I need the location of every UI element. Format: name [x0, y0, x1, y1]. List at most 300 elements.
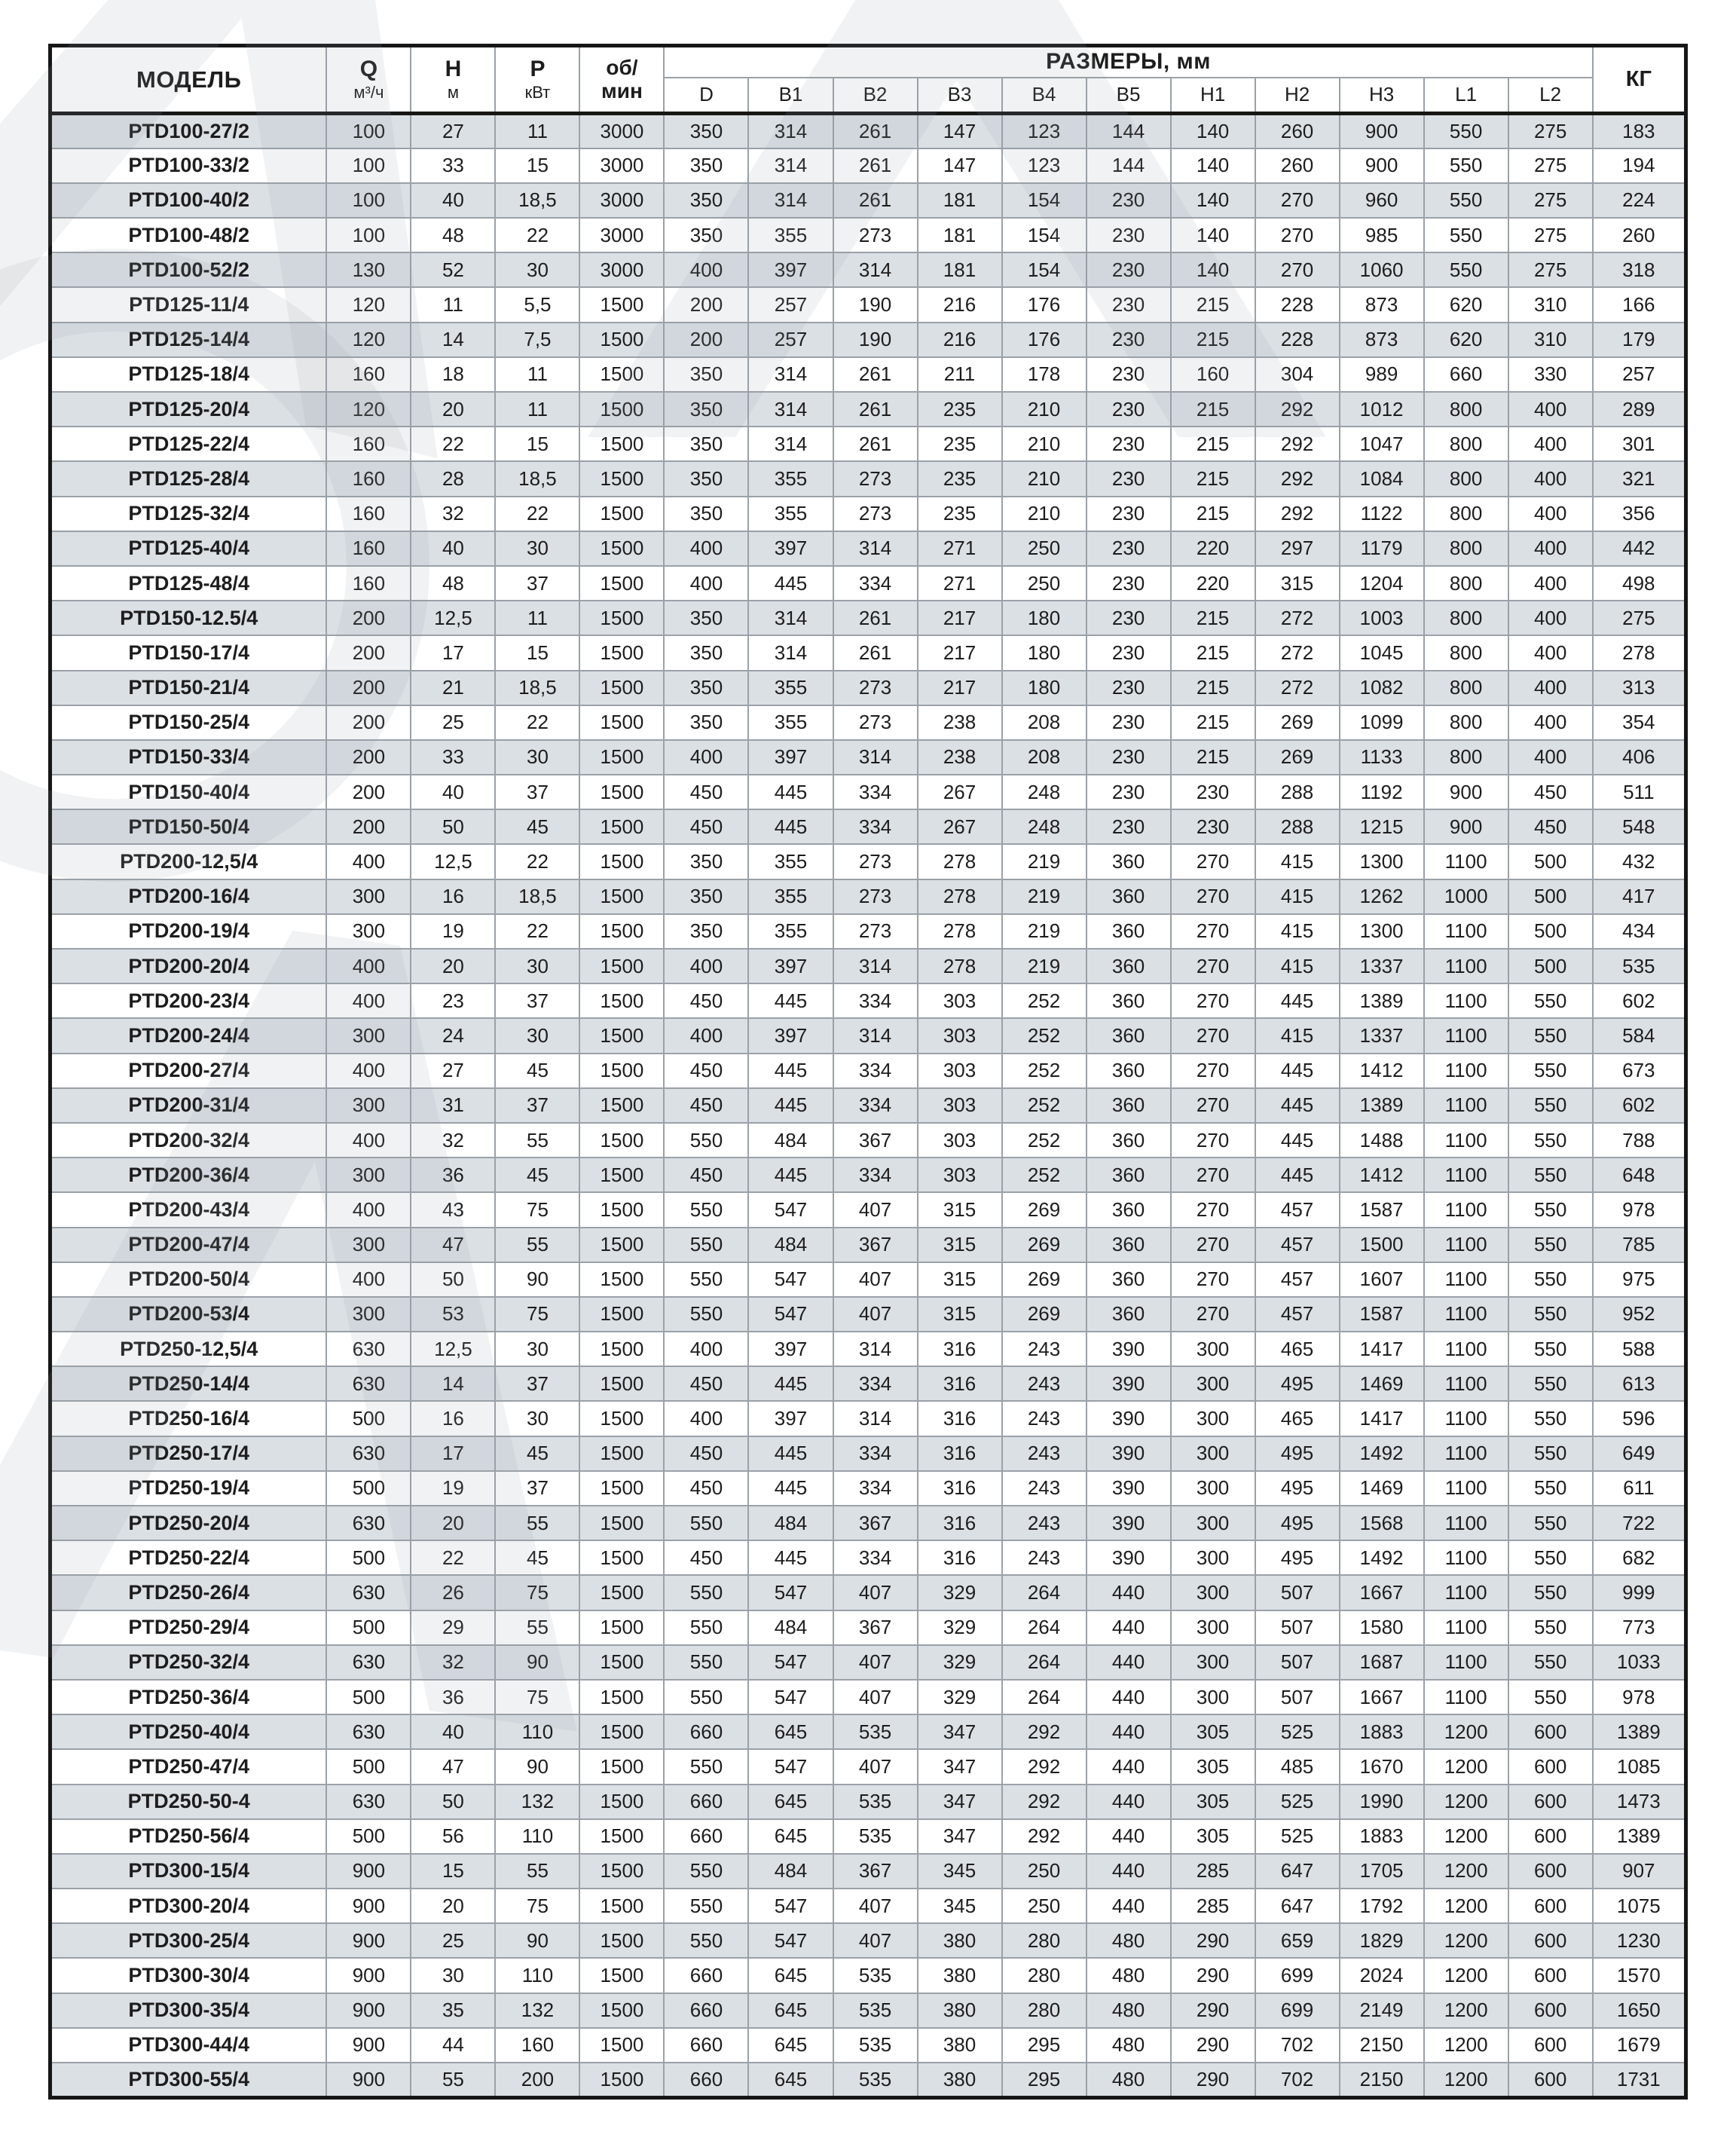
value-cell: 347 [918, 1819, 1002, 1854]
value-cell: 123 [1002, 114, 1087, 148]
value-cell: 547 [748, 1645, 833, 1680]
value-cell: 450 [664, 1054, 748, 1088]
value-cell: 140 [1171, 148, 1255, 183]
value-cell: 252 [1002, 1018, 1087, 1053]
value-cell: 350 [664, 461, 748, 496]
value-cell: 314 [833, 252, 918, 287]
value-cell: 33 [411, 740, 495, 775]
value-cell: 180 [1002, 601, 1087, 635]
value-cell: 550 [1508, 1228, 1593, 1262]
value-cell: 220 [1171, 566, 1255, 601]
value-cell: 1300 [1340, 914, 1424, 949]
value-cell: 1100 [1424, 1262, 1508, 1297]
value-cell: 269 [1255, 740, 1340, 775]
value-cell: 1500 [579, 844, 664, 879]
value-cell: 216 [918, 323, 1002, 357]
model-cell: PTD125-48/4 [50, 566, 327, 601]
value-cell: 360 [1087, 1297, 1171, 1332]
value-cell: 37 [495, 1366, 579, 1401]
value-cell: 110 [495, 1714, 579, 1749]
table-row [50, 357, 1686, 392]
value-cell: 215 [1171, 635, 1255, 670]
value-cell: 14 [411, 1366, 495, 1401]
value-cell: 500 [326, 1819, 411, 1854]
value-cell: 120 [326, 323, 411, 357]
value-cell: 440 [1087, 1819, 1171, 1854]
value-cell: 2150 [1340, 2028, 1424, 2063]
value-cell: 550 [1508, 1054, 1593, 1088]
value-cell: 285 [1171, 1889, 1255, 1923]
value-cell: 288 [1255, 775, 1340, 809]
value-cell: 550 [1508, 1332, 1593, 1366]
value-cell: 100 [326, 218, 411, 252]
value-cell: 5,5 [495, 287, 579, 322]
value-cell: 1500 [579, 566, 664, 601]
value-cell: 290 [1171, 2028, 1255, 2063]
value-cell: 1100 [1424, 1401, 1508, 1436]
value-cell: 630 [326, 1506, 411, 1540]
table-row [50, 218, 1686, 252]
value-cell: 415 [1255, 914, 1340, 949]
value-cell: 480 [1087, 2063, 1171, 2097]
value-cell: 600 [1508, 1785, 1593, 1819]
value-cell: 250 [1002, 531, 1087, 566]
value-cell: 270 [1171, 1192, 1255, 1227]
table-row [50, 323, 1686, 357]
value-cell: 445 [748, 1088, 833, 1123]
value-cell: 273 [833, 844, 918, 879]
value-cell: 360 [1087, 949, 1171, 983]
model-cell: PTD250-12,5/4 [50, 1332, 327, 1366]
value-cell: 275 [1508, 183, 1593, 218]
value-cell: 235 [918, 497, 1002, 531]
value-cell: 350 [664, 148, 748, 183]
value-cell: 400 [664, 949, 748, 983]
value-cell: 600 [1508, 1993, 1593, 2028]
value-cell: 407 [833, 1297, 918, 1332]
value-cell: 1230 [1593, 1923, 1686, 1958]
model-cell: PTD125-18/4 [50, 357, 327, 392]
value-cell: 785 [1593, 1228, 1686, 1262]
value-cell: 230 [1087, 671, 1171, 705]
value-cell: 18,5 [495, 183, 579, 218]
value-cell: 310 [1508, 287, 1593, 322]
value-cell: 450 [1508, 775, 1593, 809]
value-cell: 360 [1087, 983, 1171, 1018]
value-cell: 215 [1171, 461, 1255, 496]
value-cell: 975 [1593, 1262, 1686, 1297]
value-cell: 985 [1340, 218, 1424, 252]
value-cell: 1500 [579, 287, 664, 322]
value-cell: 480 [1087, 2028, 1171, 2063]
value-cell: 56 [411, 1819, 495, 1854]
value-cell: 415 [1255, 879, 1340, 914]
value-cell: 500 [326, 1610, 411, 1645]
value-cell: 1500 [579, 1123, 664, 1158]
value-cell: 1607 [1340, 1262, 1424, 1297]
h-symbol: Н [445, 57, 462, 82]
value-cell: 400 [1508, 601, 1593, 635]
value-cell: 160 [495, 2028, 579, 2063]
value-cell: 465 [1255, 1401, 1340, 1436]
value-cell: 210 [1002, 392, 1087, 427]
value-cell: 200 [664, 323, 748, 357]
value-cell: 1204 [1340, 566, 1424, 601]
value-cell: 630 [326, 1366, 411, 1401]
value-cell: 275 [1593, 601, 1686, 635]
value-cell: 550 [1508, 1366, 1593, 1401]
value-cell: 45 [495, 809, 579, 844]
value-cell: 660 [1424, 357, 1508, 392]
table-row [50, 1645, 1686, 1680]
value-cell: 1500 [1340, 1228, 1424, 1262]
value-cell: 500 [326, 1749, 411, 1784]
value-cell: 230 [1087, 461, 1171, 496]
value-cell: 1200 [1424, 1749, 1508, 1784]
value-cell: 300 [1171, 1680, 1255, 1714]
value-cell: 37 [495, 775, 579, 809]
value-cell: 495 [1255, 1506, 1340, 1540]
value-cell: 30 [495, 1018, 579, 1053]
value-cell: 297 [1255, 531, 1340, 566]
value-cell: 230 [1171, 809, 1255, 844]
value-cell: 75 [495, 1297, 579, 1332]
value-cell: 100 [326, 114, 411, 148]
value-cell: 261 [833, 427, 918, 461]
value-cell: 3000 [579, 183, 664, 218]
value-cell: 800 [1424, 566, 1508, 601]
value-cell: 596 [1593, 1401, 1686, 1436]
value-cell: 154 [1002, 218, 1087, 252]
value-cell: 290 [1171, 1993, 1255, 2028]
value-cell: 235 [918, 392, 1002, 427]
value-cell: 7,5 [495, 323, 579, 357]
value-cell: 1500 [579, 1297, 664, 1332]
value-cell: 445 [1255, 1054, 1340, 1088]
value-cell: 773 [1593, 1610, 1686, 1645]
value-cell: 303 [918, 1158, 1002, 1192]
value-cell: 316 [918, 1540, 1002, 1575]
value-cell: 535 [833, 1819, 918, 1854]
value-cell: 550 [1508, 1436, 1593, 1471]
value-cell: 800 [1424, 427, 1508, 461]
value-cell: 900 [1340, 148, 1424, 183]
value-cell: 1500 [579, 879, 664, 914]
value-cell: 900 [326, 1993, 411, 2028]
value-cell: 23 [411, 983, 495, 1018]
value-cell: 252 [1002, 1088, 1087, 1123]
value-cell: 440 [1087, 1749, 1171, 1784]
model-cell: PTD150-21/4 [50, 671, 327, 705]
table-body [50, 114, 1686, 2098]
model-cell: PTD200-50/4 [50, 1262, 327, 1297]
value-cell: 230 [1087, 705, 1171, 740]
table-row [50, 671, 1686, 705]
value-cell: 110 [495, 1958, 579, 1993]
value-cell: 1215 [1340, 809, 1424, 844]
value-cell: 407 [833, 1575, 918, 1610]
value-cell: 132 [495, 1785, 579, 1819]
value-cell: 316 [918, 1401, 1002, 1436]
value-cell: 271 [918, 566, 1002, 601]
value-cell: 400 [1508, 427, 1593, 461]
table-row [50, 1993, 1686, 2028]
value-cell: 550 [664, 1889, 748, 1923]
value-cell: 270 [1171, 1297, 1255, 1332]
value-cell: 45 [495, 1540, 579, 1575]
value-cell: 440 [1087, 1575, 1171, 1610]
value-cell: 37 [495, 1088, 579, 1123]
value-cell: 613 [1593, 1366, 1686, 1401]
value-cell: 400 [1508, 635, 1593, 670]
model-cell: PTD125-20/4 [50, 392, 327, 427]
value-cell: 280 [1002, 1958, 1087, 1993]
value-cell: 525 [1255, 1819, 1340, 1854]
table-row [50, 1610, 1686, 1645]
value-cell: 32 [411, 497, 495, 531]
value-cell: 250 [1002, 1854, 1087, 1889]
value-cell: 30 [495, 1332, 579, 1366]
value-cell: 30 [495, 740, 579, 775]
value-cell: 900 [326, 1923, 411, 1958]
table-row [50, 1018, 1686, 1053]
value-cell: 315 [918, 1192, 1002, 1227]
value-cell: 800 [1424, 531, 1508, 566]
value-cell: 314 [748, 392, 833, 427]
value-cell: 550 [664, 1192, 748, 1227]
value-cell: 1262 [1340, 879, 1424, 914]
value-cell: 445 [748, 566, 833, 601]
value-cell: 300 [1171, 1401, 1255, 1436]
value-cell: 40 [411, 775, 495, 809]
value-cell: 999 [1593, 1575, 1686, 1610]
value-cell: 390 [1087, 1436, 1171, 1471]
value-cell: 440 [1087, 1889, 1171, 1923]
value-cell: 215 [1171, 392, 1255, 427]
value-cell: 1500 [579, 357, 664, 392]
value-cell: 230 [1087, 427, 1171, 461]
value-cell: 270 [1171, 914, 1255, 949]
value-cell: 329 [918, 1610, 1002, 1645]
value-cell: 200 [326, 671, 411, 705]
value-cell: 978 [1593, 1680, 1686, 1714]
value-cell: 1100 [1424, 1540, 1508, 1575]
table-row [50, 1819, 1686, 1854]
value-cell: 350 [664, 183, 748, 218]
value-cell: 243 [1002, 1471, 1087, 1506]
value-cell: 1500 [579, 809, 664, 844]
model-cell: PTD300-44/4 [50, 2028, 327, 2063]
value-cell: 445 [1255, 1158, 1340, 1192]
value-cell: 90 [495, 1749, 579, 1784]
value-cell: 1650 [1593, 1993, 1686, 2028]
value-cell: 261 [833, 601, 918, 635]
table-row [50, 1192, 1686, 1227]
value-cell: 550 [664, 1645, 748, 1680]
value-cell: 1500 [579, 740, 664, 775]
value-cell: 600 [1508, 1958, 1593, 1993]
value-cell: 40 [411, 531, 495, 566]
value-cell: 1587 [1340, 1192, 1424, 1227]
model-cell: PTD150-40/4 [50, 775, 327, 809]
model-cell: PTD200-19/4 [50, 914, 327, 949]
value-cell: 257 [748, 323, 833, 357]
value-cell: 350 [664, 914, 748, 949]
value-cell: 1500 [579, 1228, 664, 1262]
value-cell: 611 [1593, 1471, 1686, 1506]
value-cell: 550 [1508, 1262, 1593, 1297]
value-cell: 440 [1087, 1680, 1171, 1714]
value-cell: 270 [1255, 218, 1340, 252]
value-cell: 400 [664, 1332, 748, 1366]
value-cell: 1060 [1340, 252, 1424, 287]
value-cell: 1500 [579, 531, 664, 566]
p-unit: кВт [524, 82, 551, 102]
value-cell: 1500 [579, 1680, 664, 1714]
value-cell: 1100 [1424, 949, 1508, 983]
value-cell: 602 [1593, 983, 1686, 1018]
value-cell: 500 [326, 1471, 411, 1506]
value-cell: 310 [1508, 323, 1593, 357]
value-cell: 55 [495, 1506, 579, 1540]
value-cell: 500 [1508, 949, 1593, 983]
value-cell: 1473 [1593, 1785, 1686, 1819]
value-cell: 19 [411, 914, 495, 949]
value-cell: 264 [1002, 1575, 1087, 1610]
value-cell: 1500 [579, 914, 664, 949]
value-cell: 445 [1255, 983, 1340, 1018]
value-cell: 660 [664, 2063, 748, 2097]
rpm-line-2: мин [601, 78, 643, 102]
value-cell: 1000 [1424, 879, 1508, 914]
value-cell: 550 [1424, 218, 1508, 252]
value-cell: 390 [1087, 1471, 1171, 1506]
value-cell: 160 [1171, 357, 1255, 392]
value-cell: 1389 [1340, 1088, 1424, 1123]
value-cell: 248 [1002, 809, 1087, 844]
q-unit: м³/ч [353, 82, 384, 102]
value-cell: 215 [1171, 671, 1255, 705]
value-cell: 550 [1508, 1401, 1593, 1436]
value-cell: 292 [1002, 1749, 1087, 1784]
table-row [50, 1262, 1686, 1297]
value-cell: 210 [1002, 427, 1087, 461]
value-cell: 457 [1255, 1228, 1340, 1262]
table-row [50, 1714, 1686, 1749]
value-cell: 434 [1593, 914, 1686, 949]
value-cell: 43 [411, 1192, 495, 1227]
col-header-b5: B5 [1087, 78, 1171, 114]
value-cell: 12,5 [411, 1332, 495, 1366]
value-cell: 45 [495, 1054, 579, 1088]
value-cell: 100 [326, 183, 411, 218]
table-row [50, 1297, 1686, 1332]
value-cell: 273 [833, 671, 918, 705]
value-cell: 1500 [579, 1923, 664, 1958]
value-cell: 450 [1508, 809, 1593, 844]
value-cell: 1100 [1424, 1366, 1508, 1401]
value-cell: 360 [1087, 879, 1171, 914]
value-cell: 550 [1508, 1297, 1593, 1332]
value-cell: 1500 [579, 949, 664, 983]
value-cell: 21 [411, 671, 495, 705]
value-cell: 500 [326, 1540, 411, 1575]
value-cell: 355 [748, 879, 833, 914]
value-cell: 380 [918, 2028, 1002, 2063]
value-cell: 445 [1255, 1123, 1340, 1158]
table-row [50, 1436, 1686, 1471]
value-cell: 400 [326, 1192, 411, 1227]
value-cell: 160 [326, 427, 411, 461]
model-cell: PTD250-17/4 [50, 1436, 327, 1471]
model-cell: PTD200-53/4 [50, 1297, 327, 1332]
value-cell: 230 [1087, 740, 1171, 775]
value-cell: 682 [1593, 1540, 1686, 1575]
value-cell: 1003 [1340, 601, 1424, 635]
value-cell: 445 [748, 1366, 833, 1401]
value-cell: 305 [1171, 1749, 1255, 1784]
value-cell: 211 [918, 357, 1002, 392]
value-cell: 495 [1255, 1436, 1340, 1471]
table-row [50, 1123, 1686, 1158]
value-cell: 1100 [1424, 1123, 1508, 1158]
value-cell: 29 [411, 1610, 495, 1645]
value-cell: 314 [833, 1401, 918, 1436]
value-cell: 278 [1593, 635, 1686, 670]
value-cell: 1679 [1593, 2028, 1686, 2063]
value-cell: 550 [1424, 252, 1508, 287]
value-cell: 300 [326, 879, 411, 914]
value-cell: 360 [1087, 914, 1171, 949]
value-cell: 415 [1255, 844, 1340, 879]
value-cell: 230 [1087, 531, 1171, 566]
value-cell: 260 [1255, 148, 1340, 183]
value-cell: 415 [1255, 1018, 1340, 1053]
table-row [50, 635, 1686, 670]
value-cell: 301 [1593, 427, 1686, 461]
value-cell: 400 [664, 252, 748, 287]
value-cell: 630 [326, 1645, 411, 1680]
value-cell: 273 [833, 497, 918, 531]
value-cell: 588 [1593, 1332, 1686, 1366]
value-cell: 219 [1002, 844, 1087, 879]
table-row [50, 601, 1686, 635]
model-cell: PTD250-56/4 [50, 1819, 327, 1854]
value-cell: 660 [664, 1714, 748, 1749]
value-cell: 230 [1087, 635, 1171, 670]
value-cell: 1389 [1340, 983, 1424, 1018]
col-header-b4: B4 [1002, 78, 1087, 114]
value-cell: 50 [411, 1262, 495, 1297]
value-cell: 269 [1002, 1262, 1087, 1297]
value-cell: 500 [326, 1680, 411, 1714]
value-cell: 500 [1508, 914, 1593, 949]
value-cell: 440 [1087, 1610, 1171, 1645]
value-cell: 900 [326, 2028, 411, 2063]
value-cell: 25 [411, 1923, 495, 1958]
table-row [50, 879, 1686, 914]
value-cell: 270 [1171, 879, 1255, 914]
value-cell: 132 [495, 1993, 579, 2028]
value-cell: 1500 [579, 392, 664, 427]
table-row [50, 392, 1686, 427]
value-cell: 800 [1424, 740, 1508, 775]
value-cell: 295 [1002, 2028, 1087, 2063]
value-cell: 290 [1171, 1923, 1255, 1958]
value-cell: 1570 [1593, 1958, 1686, 1993]
table-row [50, 531, 1686, 566]
model-cell: PTD200-31/4 [50, 1088, 327, 1123]
